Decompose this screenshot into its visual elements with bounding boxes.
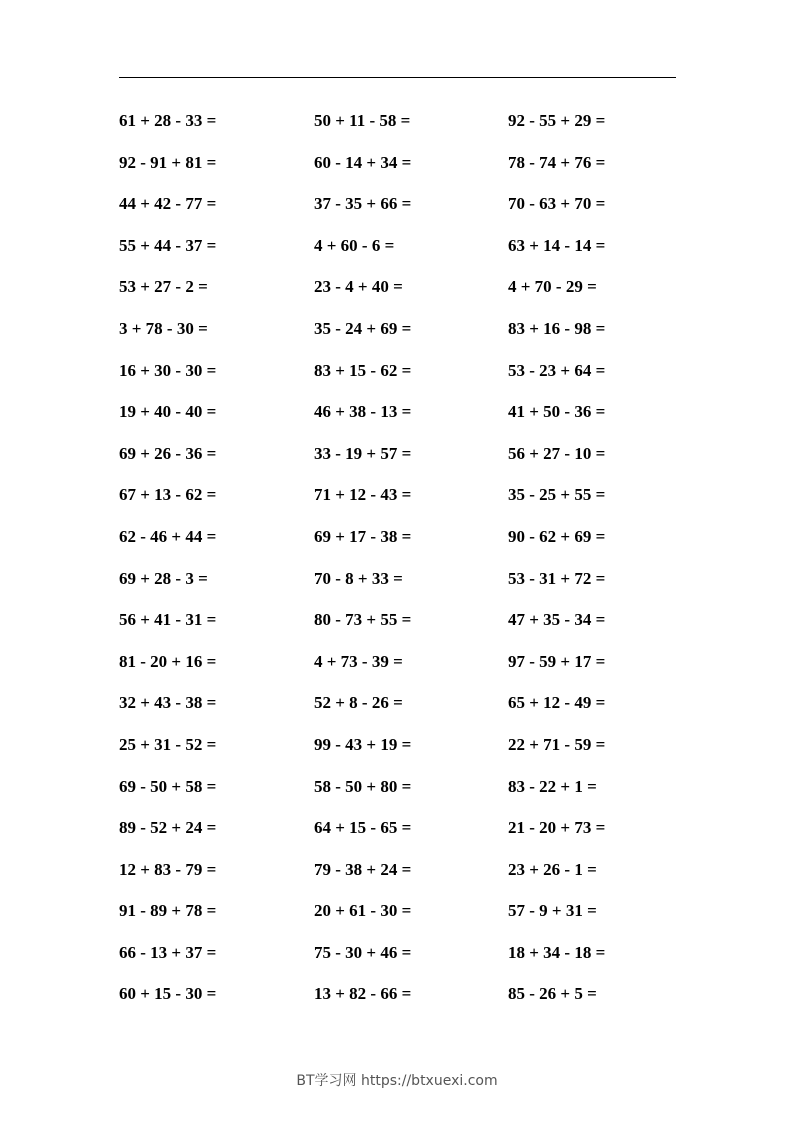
problem-row: [119, 973, 679, 1015]
arithmetic-problem: 63 + 14 - 14 =: [508, 235, 606, 255]
problem-row: [119, 558, 679, 600]
arithmetic-problem: 60 + 15 - 30 =: [119, 984, 217, 1004]
problem-row: [119, 932, 679, 974]
arithmetic-problem: 35 - 24 + 69 =: [314, 318, 412, 338]
arithmetic-problem: 92 - 55 + 29 =: [508, 111, 606, 130]
problem-row: [119, 599, 679, 641]
arithmetic-problem: 50 + 11 - 58 =: [314, 111, 411, 130]
arithmetic-problem: 85 - 26 + 5 =: [508, 984, 597, 1004]
arithmetic-problem: 55 + 44 - 37 =: [119, 235, 217, 255]
arithmetic-problem: 83 - 22 + 1 =: [508, 776, 597, 796]
arithmetic-problem: 23 + 26 - 1 =: [508, 859, 597, 879]
arithmetic-problem: 4 + 60 - 6 =: [314, 235, 395, 255]
arithmetic-problem: 57 - 9 + 31 =: [508, 901, 597, 921]
arithmetic-problem: 91 - 89 + 78 =: [119, 901, 217, 921]
problem-row: [119, 266, 679, 308]
arithmetic-problem: 62 - 46 + 44 =: [119, 526, 217, 546]
arithmetic-problem: 61 + 28 - 33 =: [119, 111, 217, 130]
arithmetic-problem: 44 + 42 - 77 =: [119, 194, 217, 214]
arithmetic-problem: 69 + 26 - 36 =: [119, 443, 217, 463]
arithmetic-problem: 13 + 82 - 66 =: [314, 984, 412, 1004]
arithmetic-problem: 69 + 28 - 3 =: [119, 568, 208, 588]
problem-row: [119, 433, 679, 475]
arithmetic-problem: 25 + 31 - 52 =: [119, 734, 217, 754]
arithmetic-problem: 79 - 38 + 24 =: [314, 859, 412, 879]
arithmetic-problem: 69 - 50 + 58 =: [119, 776, 217, 796]
problem-row: [119, 142, 679, 184]
arithmetic-problem: 19 + 40 - 40 =: [119, 402, 217, 422]
arithmetic-problem: 53 + 27 - 2 =: [119, 277, 208, 297]
arithmetic-problem: 58 - 50 + 80 =: [314, 776, 412, 796]
arithmetic-problem: 81 - 20 + 16 =: [119, 651, 217, 671]
arithmetic-problem: 70 - 8 + 33 =: [314, 568, 403, 588]
arithmetic-problem: 99 - 43 + 19 =: [314, 734, 412, 754]
arithmetic-problem: 90 - 62 + 69 =: [508, 526, 606, 546]
problem-row: [119, 225, 679, 267]
problem-row: [119, 766, 679, 808]
arithmetic-problem: 41 + 50 - 36 =: [508, 402, 606, 422]
arithmetic-problem: 78 - 74 + 76 =: [508, 152, 606, 172]
arithmetic-problem: 37 - 35 + 66 =: [314, 194, 412, 214]
arithmetic-problem: 33 - 19 + 57 =: [314, 443, 412, 463]
arithmetic-problem: 75 - 30 + 46 =: [314, 942, 412, 962]
arithmetic-problem: 83 + 16 - 98 =: [508, 318, 606, 338]
problem-row: [119, 391, 679, 433]
arithmetic-problem: 83 + 15 - 62 =: [314, 360, 412, 380]
arithmetic-problem: 70 - 63 + 70 =: [508, 194, 606, 214]
arithmetic-problem: 46 + 38 - 13 =: [314, 402, 412, 422]
arithmetic-problem: 52 + 8 - 26 =: [314, 693, 403, 713]
problem-row: [119, 890, 679, 932]
arithmetic-problem: 3 + 78 - 30 =: [119, 318, 208, 338]
problem-row: [119, 474, 679, 516]
problem-row: [119, 308, 679, 350]
footer-watermark: BT学习网 https://btxuexi.com: [296, 1073, 498, 1089]
arithmetic-problem: 67 + 13 - 62 =: [119, 485, 217, 505]
problem-row: [119, 641, 679, 683]
top-divider: [119, 77, 676, 78]
arithmetic-problem: 60 - 14 + 34 =: [314, 152, 412, 172]
arithmetic-problem: 4 + 73 - 39 =: [314, 651, 403, 671]
arithmetic-problem: 20 + 61 - 30 =: [314, 901, 412, 921]
arithmetic-problem: 97 - 59 + 17 =: [508, 651, 606, 671]
arithmetic-problem: 53 - 31 + 72 =: [508, 568, 606, 588]
arithmetic-problem: 89 - 52 + 24 =: [119, 818, 217, 838]
arithmetic-problem: 4 + 70 - 29 =: [508, 277, 597, 297]
arithmetic-problem: 69 + 17 - 38 =: [314, 526, 412, 546]
arithmetic-problem: 64 + 15 - 65 =: [314, 818, 412, 838]
arithmetic-problem: 35 - 25 + 55 =: [508, 485, 606, 505]
problem-grid: [119, 100, 679, 1015]
problem-row: [119, 516, 679, 558]
arithmetic-problem: 16 + 30 - 30 =: [119, 360, 217, 380]
arithmetic-problem: 47 + 35 - 34 =: [508, 610, 606, 630]
problem-row: [119, 724, 679, 766]
arithmetic-problem: 53 - 23 + 64 =: [508, 360, 606, 380]
arithmetic-problem: 56 + 41 - 31 =: [119, 610, 217, 630]
arithmetic-problem: 71 + 12 - 43 =: [314, 485, 412, 505]
arithmetic-problem: 92 - 91 + 81 =: [119, 152, 217, 172]
arithmetic-problem: 18 + 34 - 18 =: [508, 942, 606, 962]
arithmetic-problem: 22 + 71 - 59 =: [508, 734, 606, 754]
arithmetic-problem: 12 + 83 - 79 =: [119, 859, 217, 879]
problem-row: [119, 350, 679, 392]
problem-row: [119, 682, 679, 724]
arithmetic-problem: 21 - 20 + 73 =: [508, 818, 606, 838]
arithmetic-problem: 56 + 27 - 10 =: [508, 443, 606, 463]
arithmetic-problem: 66 - 13 + 37 =: [119, 942, 217, 962]
problem-row: [119, 183, 679, 225]
arithmetic-problem: 23 - 4 + 40 =: [314, 277, 403, 297]
problem-row: [119, 849, 679, 891]
problem-row: [119, 100, 679, 142]
problem-row: [119, 807, 679, 849]
arithmetic-problem: 32 + 43 - 38 =: [119, 693, 217, 713]
arithmetic-problem: 80 - 73 + 55 =: [314, 610, 412, 630]
arithmetic-problem: 65 + 12 - 49 =: [508, 693, 606, 713]
